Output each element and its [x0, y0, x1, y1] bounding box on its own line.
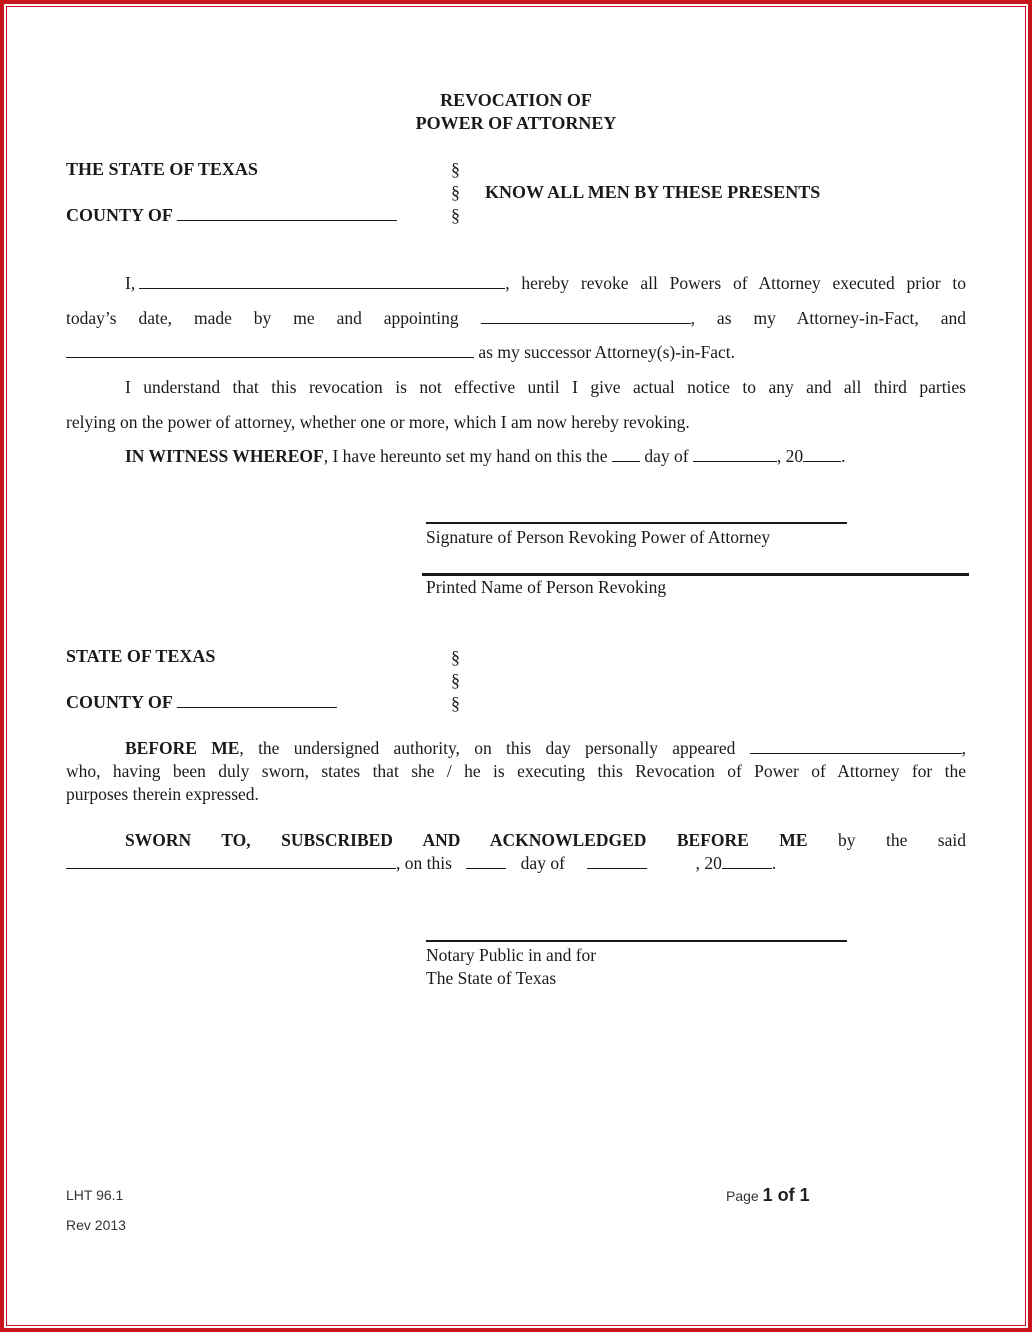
- successor-attorney-field[interactable]: [66, 343, 474, 358]
- signature-label: Signature of Person Revoking Power of Attorney: [426, 527, 771, 547]
- revocation-line-3: as my successor Attorney(s)-in-Fact.: [66, 342, 735, 363]
- sworn-line-2: , on this day of , 20 .: [66, 853, 776, 874]
- notary-state-label: STATE OF TEXAS: [66, 646, 216, 666]
- sworn-year-field[interactable]: [722, 854, 772, 869]
- before-me-line-1: BEFORE ME, the undersigned authority, on this day personally appeared ,: [125, 738, 966, 758]
- revocation-line-1: I, , hereby revoke all Powers of Attorney executed prior to: [125, 273, 966, 293]
- attorney-in-fact-field[interactable]: [481, 309, 691, 324]
- county-field[interactable]: [177, 206, 397, 221]
- notice-line-2: relying on the power of attorney, whether one or more, which I am now hereby revoking.: [66, 412, 690, 432]
- document-title-line1: REVOCATION OF: [440, 90, 592, 110]
- section-symbol: §: [451, 670, 460, 690]
- notary-signature-line[interactable]: [426, 940, 847, 942]
- sworn-name-field[interactable]: [66, 854, 396, 869]
- witness-month-field[interactable]: [693, 447, 777, 462]
- county-of-label: COUNTY OF: [66, 205, 397, 226]
- witness-day-field[interactable]: [612, 447, 640, 462]
- sworn-day-field[interactable]: [466, 854, 506, 869]
- before-me-line-3: purposes therein expressed.: [66, 784, 259, 804]
- revocation-line-2: today’s date, made by me and appointing , as my Attorney-in-Fact, and: [66, 308, 966, 328]
- section-symbol: §: [451, 693, 460, 713]
- state-of-texas-label: THE STATE OF TEXAS: [66, 159, 258, 179]
- form-code: LHT 96.1: [66, 1187, 124, 1203]
- notary-label-line2: The State of Texas: [426, 968, 557, 988]
- sworn-month-field[interactable]: [587, 854, 647, 869]
- before-me-line-2: who, having been duly sworn, states that she / he is executing this Revocation of Power of Attorney for the: [66, 761, 966, 781]
- notary-label-line1: Notary Public in and for: [426, 945, 597, 965]
- know-all-men-heading: KNOW ALL MEN BY THESE PRESENTS: [485, 182, 821, 202]
- notary-county-label: COUNTY OF: [66, 692, 337, 713]
- signature-line[interactable]: [426, 522, 847, 524]
- document-title-line2: POWER OF ATTORNEY: [415, 113, 617, 133]
- principal-name-field[interactable]: [139, 274, 505, 289]
- section-symbol: §: [451, 647, 460, 667]
- sworn-line-1: SWORN TO, SUBSCRIBED AND ACKNOWLEDGED BEFORE ME by the said: [125, 830, 966, 850]
- notice-line-1: I understand that this revocation is not effective until I give actual notice to any and all third parties: [125, 377, 966, 397]
- section-symbol: §: [451, 182, 460, 202]
- witness-line: IN WITNESS WHEREOF, I have hereunto set my hand on this the day of , 20 .: [125, 446, 846, 466]
- section-symbol: §: [451, 159, 460, 179]
- notary-county-field[interactable]: [177, 693, 337, 708]
- witness-year-field[interactable]: [803, 447, 841, 462]
- page-indicator: Page 1 of 1: [726, 1185, 810, 1205]
- section-symbol: §: [451, 205, 460, 225]
- revision-label: Rev 2013: [66, 1217, 126, 1233]
- printed-name-label: Printed Name of Person Revoking: [426, 577, 667, 597]
- appeared-name-field[interactable]: [750, 739, 962, 754]
- printed-name-line[interactable]: [422, 573, 969, 576]
